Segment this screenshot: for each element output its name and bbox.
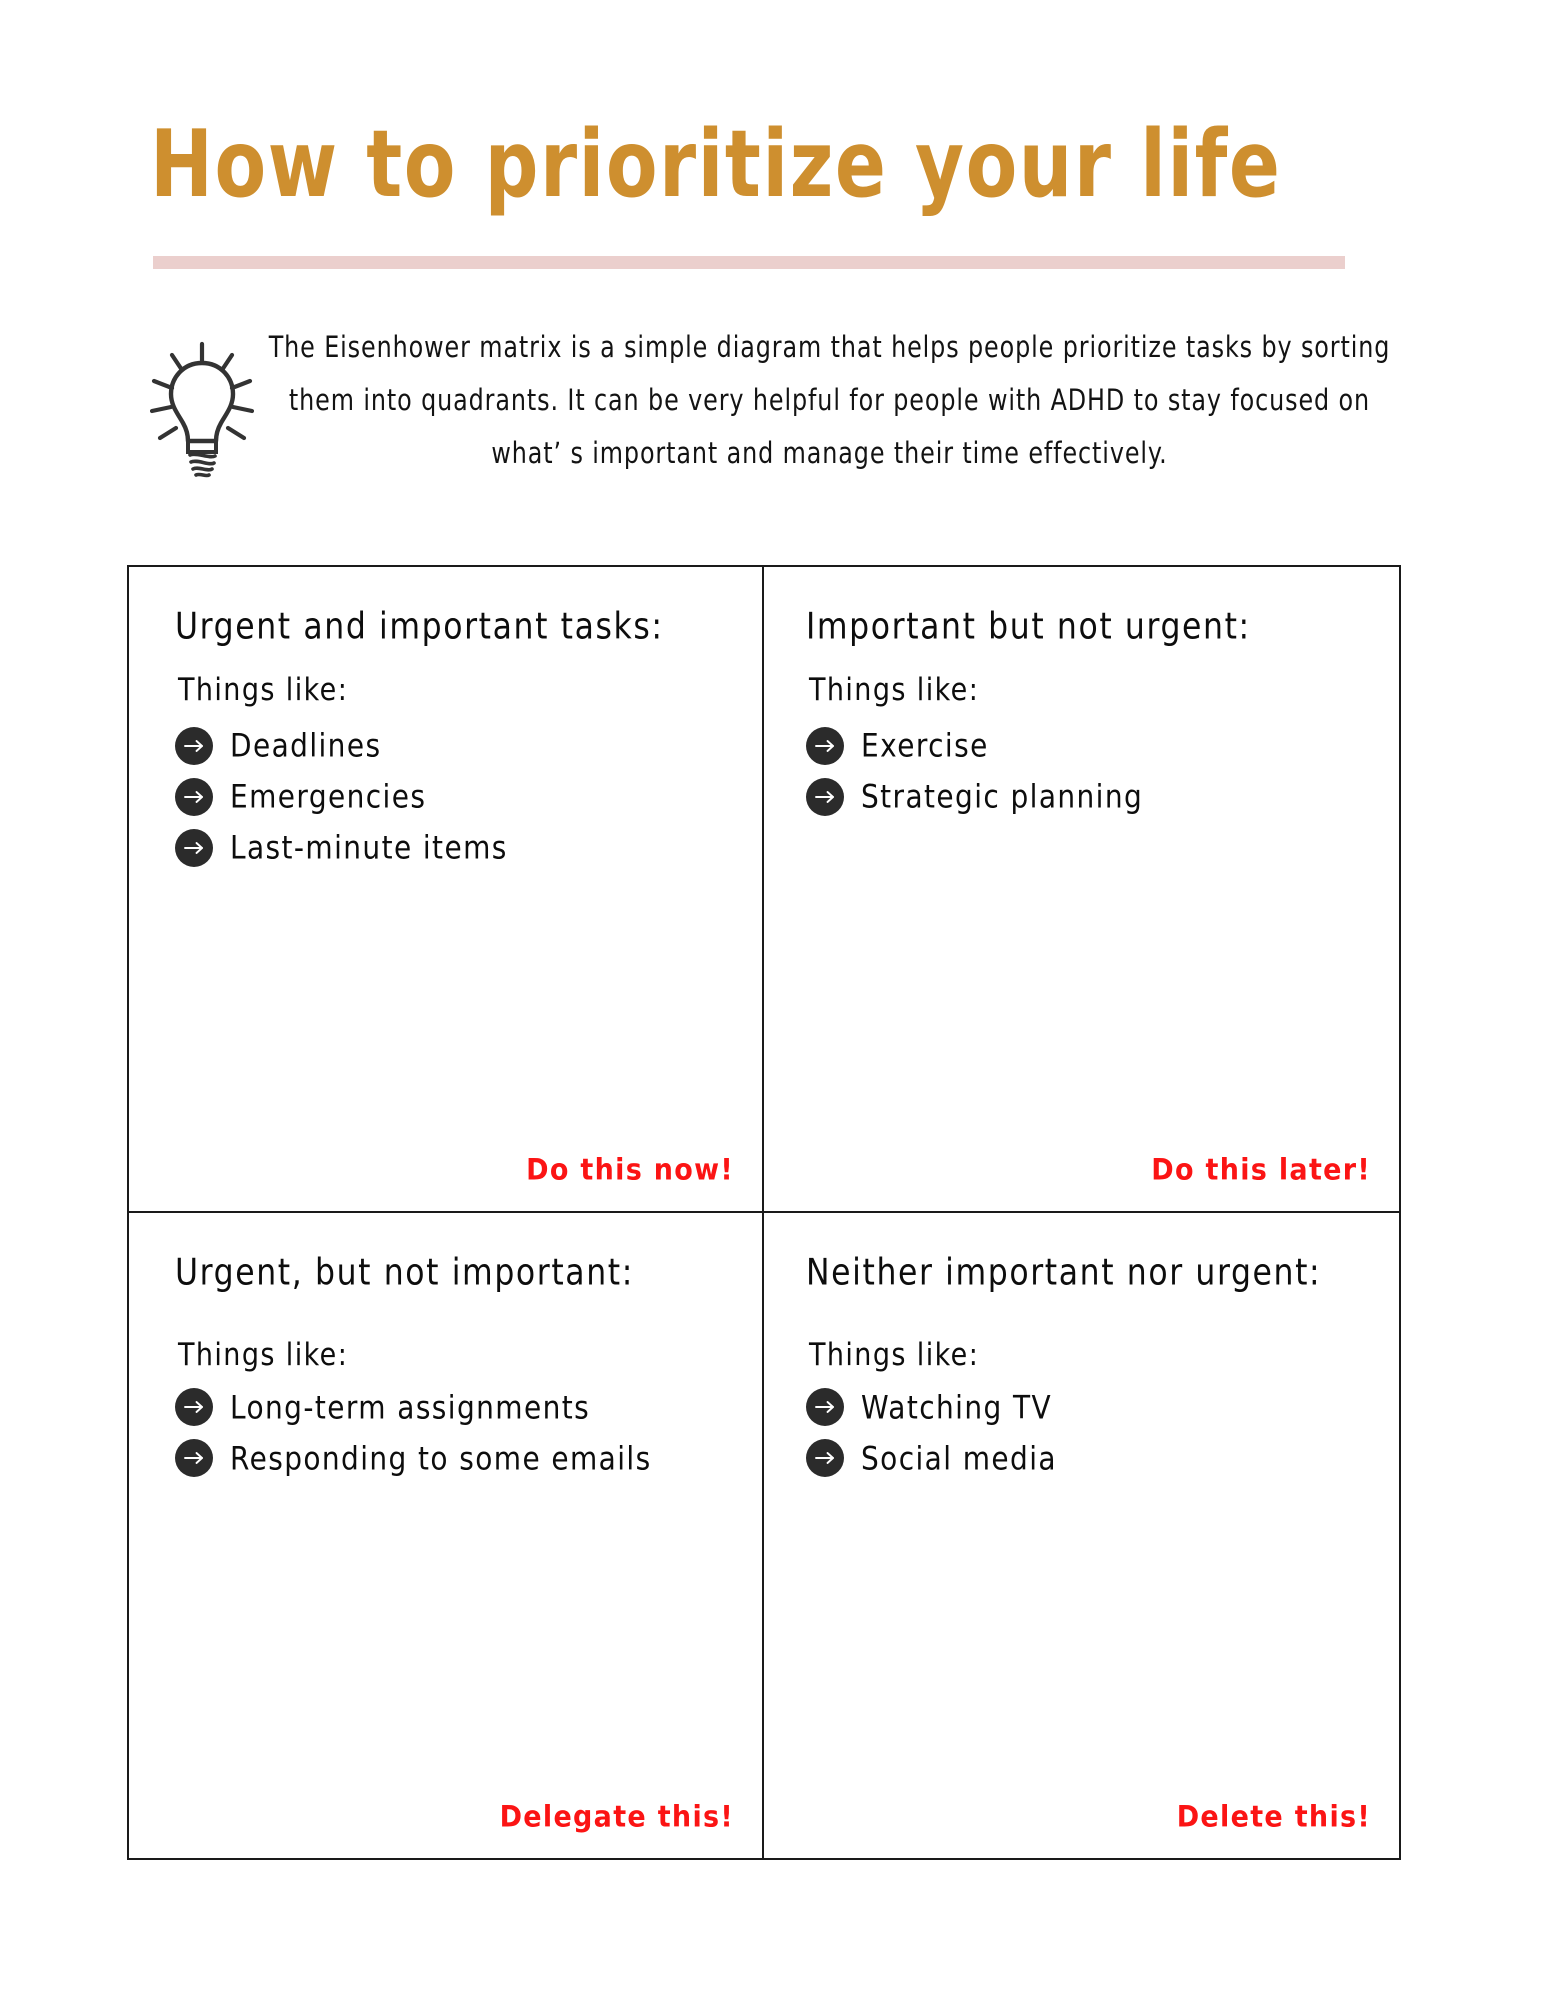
- list-item-label: Emergencies: [230, 777, 427, 816]
- arrow-right-icon: [806, 1388, 844, 1426]
- lightbulb-icon: [150, 322, 260, 480]
- list-item-label: Strategic planning: [861, 777, 1144, 816]
- list-item-label: Long-term assignments: [230, 1388, 591, 1426]
- quadrant-important-not-urgent: [764, 567, 1399, 1213]
- list-item: [175, 1439, 732, 1477]
- list-item: [806, 727, 1369, 765]
- quadrant-title: Neither important nor urgent:: [806, 1251, 1322, 1294]
- list-item: [175, 778, 732, 816]
- quadrant-subtitle: Things like:: [809, 1337, 980, 1374]
- arrow-right-icon: [175, 727, 213, 765]
- action-tag: Delegate this!: [499, 1799, 734, 1834]
- quadrant-title: Urgent and important tasks:: [175, 605, 664, 648]
- list-item: [175, 727, 732, 765]
- quadrant-subtitle: Things like:: [178, 1337, 349, 1374]
- arrow-right-icon: [175, 1388, 213, 1426]
- action-tag: Do this now!: [526, 1152, 734, 1187]
- arrow-right-icon: [175, 778, 213, 816]
- quadrant-item-list: [175, 727, 732, 867]
- arrow-right-icon: [806, 727, 844, 765]
- title-divider-rule: [153, 256, 1345, 269]
- arrow-right-icon: [175, 829, 213, 867]
- intro-section: [150, 322, 1395, 480]
- quadrant-neither-important-nor-urgent: [764, 1213, 1399, 1859]
- list-item: [806, 1388, 1369, 1426]
- list-item: [175, 829, 732, 867]
- list-item-label: Last-minute items: [230, 828, 508, 867]
- list-item-label: Watching TV: [861, 1388, 1053, 1426]
- quadrant-item-list: [175, 1388, 732, 1477]
- quadrant-item-list: [806, 727, 1369, 816]
- arrow-right-icon: [806, 1439, 844, 1477]
- quadrant-subtitle: Things like:: [178, 671, 349, 708]
- quadrant-title: Urgent, but not important:: [175, 1251, 634, 1294]
- quadrant-item-list: [806, 1388, 1369, 1477]
- quadrant-subtitle: Things like:: [809, 671, 980, 708]
- list-item: [806, 778, 1369, 816]
- quadrant-title: Important but not urgent:: [806, 605, 1251, 648]
- list-item-label: Responding to some emails: [230, 1439, 652, 1477]
- arrow-right-icon: [806, 778, 844, 816]
- list-item-label: Deadlines: [230, 726, 382, 765]
- list-item: [806, 1439, 1369, 1477]
- list-item-label: Exercise: [861, 726, 989, 765]
- list-item: [175, 1388, 732, 1426]
- header: [150, 109, 1395, 219]
- quadrant-urgent-important: [129, 567, 764, 1213]
- intro-paragraph: The Eisenhower matrix is a simple diagram that helps people prioritize tasks by sorting them into quadrants. It can be very helpful for people with ADHD to stay focused on what’ s important and manage their time effectively.: [268, 330, 1391, 471]
- list-item-label: Social media: [861, 1439, 1057, 1477]
- eisenhower-matrix: [127, 565, 1401, 1860]
- action-tag: Delete this!: [1176, 1799, 1371, 1834]
- quadrant-urgent-not-important: [129, 1213, 764, 1859]
- arrow-right-icon: [175, 1439, 213, 1477]
- action-tag: Do this later!: [1151, 1152, 1371, 1187]
- page-title: How to prioritize your life: [150, 109, 1282, 219]
